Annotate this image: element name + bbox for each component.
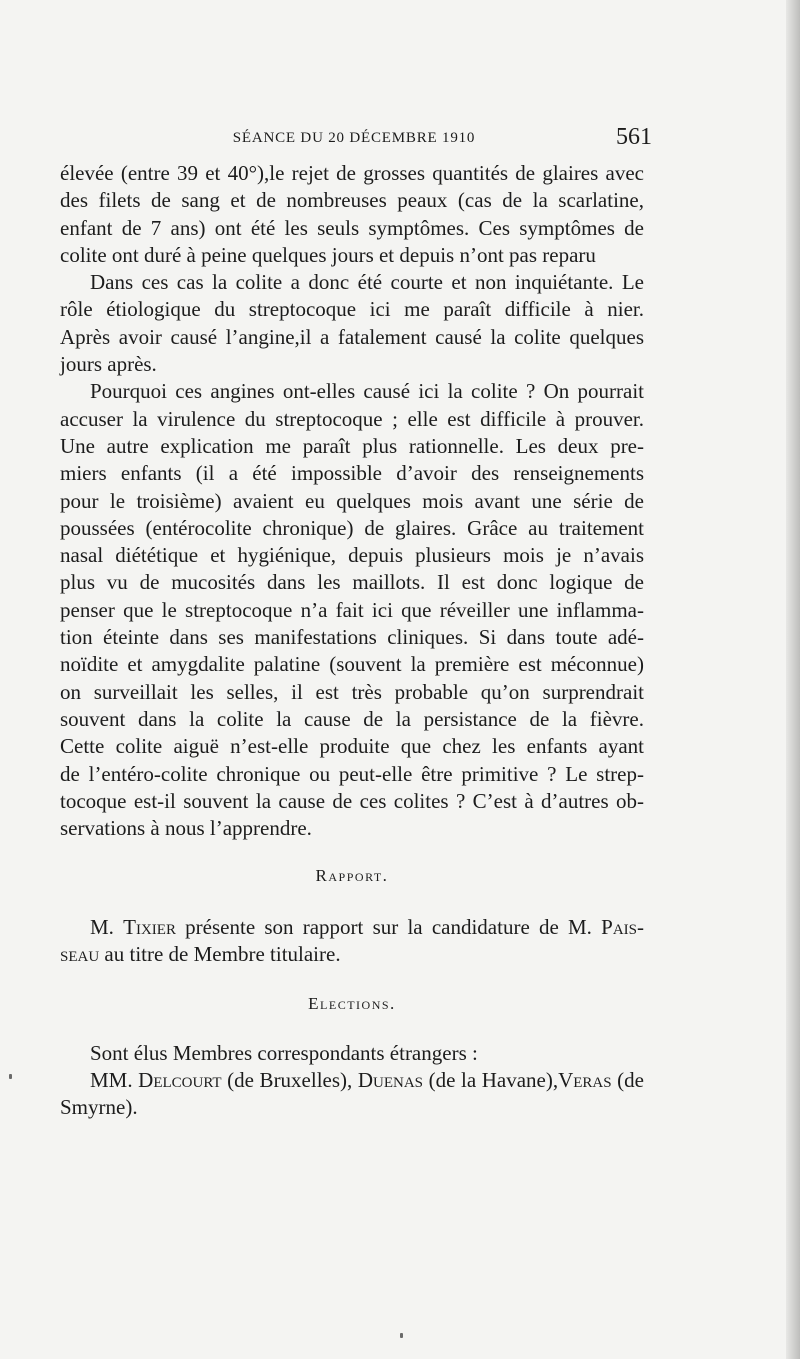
text-line: tocoque est-il souvent la cause de ces colites ? C’est à d’autres ob- xyxy=(60,788,644,813)
text-line: Une autre explication me paraît plus rationnelle. Les deux pre- xyxy=(60,433,644,458)
text-line: on surveillait les selles, il est très probable qu’on surprendrait xyxy=(60,679,644,704)
text-line: servations à nous l’apprendre. xyxy=(60,816,312,841)
section-heading-elections: Elections. xyxy=(308,994,396,1014)
rapport-line-2 xyxy=(60,941,644,968)
page-number: 561 xyxy=(616,124,652,150)
text-line: colite ont duré à peine quelques jours et depuis n’ont pas reparu xyxy=(60,242,596,267)
text-run: (de la Havane), xyxy=(423,1067,559,1092)
text-line: poussées (entérocolite chronique) de glaires. Grâce au traitement xyxy=(60,515,644,540)
person-name: Delcourt xyxy=(138,1067,222,1092)
text-run: MM. xyxy=(90,1067,139,1092)
text-line: Dans ces cas la colite a donc été courte et non inquiétante. Le xyxy=(90,270,644,295)
text-line: Cette colite aiguë n’est-elle produite que chez les enfants ayant xyxy=(60,734,644,759)
text-line: élevée (entre 39 et 40°),le rejet de grosses quantités de glaires avec xyxy=(60,161,644,185)
elections-line-1 xyxy=(60,1067,644,1094)
text-line: noïdite et amygdalite palatine (souvent la première est méconnue) xyxy=(60,652,644,677)
person-name: Veras xyxy=(558,1067,612,1092)
text-line: enfant de 7 ans) ont été les seuls symptômes. Ces symptômes de xyxy=(60,215,644,240)
ink-speck xyxy=(400,1333,403,1338)
text-line: jours après. xyxy=(60,352,157,377)
elections-line-2: Smyrne). xyxy=(60,1095,138,1120)
running-header xyxy=(60,124,652,154)
text-line: pour le troisième) avaient eu quelques mois avant une série de xyxy=(60,488,644,513)
person-name: Tixier xyxy=(123,914,176,939)
page-edge-shadow xyxy=(786,0,800,1359)
elections-intro: Sont élus Membres correspondants étrangers : xyxy=(90,1040,478,1065)
running-title: SÉANCE DU 20 DÉCEMBRE 1910 xyxy=(232,130,476,146)
text-line: plus vu de mucosités dans les maillots. Il est donc logique de xyxy=(60,570,644,595)
text-run: M. xyxy=(90,914,124,939)
person-name: Pais- xyxy=(601,914,644,939)
text-line: de l’entéro-colite chronique ou peut-elle être primitive ? Le strep- xyxy=(60,761,644,786)
text-run: présente son rapport sur la candidature de M. xyxy=(175,914,602,939)
text-line: miers enfants (il a été impossible d’avoir des renseignements xyxy=(60,461,644,486)
rapport-line-1 xyxy=(60,914,644,941)
ink-speck xyxy=(9,1074,12,1079)
text-line: souvent dans la colite la cause de la persistance de la fièvre. xyxy=(60,706,644,731)
text-line: Pourquoi ces angines ont-elles causé ici la colite ? On pourrait xyxy=(90,379,644,404)
text-line: des filets de sang et de nombreuses peaux (cas de la scarlatine, xyxy=(60,188,644,213)
text-run: au titre de Membre titulaire. xyxy=(99,942,341,967)
page-body xyxy=(60,160,644,1122)
text-line: tion éteinte dans ses manifestations cliniques. Si dans toute adé- xyxy=(60,625,644,650)
text-line: penser que le streptocoque n’a fait ici que réveiller une inflamma- xyxy=(60,597,644,622)
text-run: (de Bruxelles), xyxy=(221,1067,358,1092)
person-name: seau xyxy=(60,942,100,967)
text-line: nasal diététique et hygiénique, depuis plusieurs mois je n’avais xyxy=(60,543,644,568)
person-name: Duenas xyxy=(357,1067,424,1092)
text-line: Après avoir causé l’angine,il a fatalement causé la colite quelques xyxy=(60,324,644,349)
section-heading-rapport: Rapport. xyxy=(315,866,389,886)
text-line: accuser la virulence du streptocoque ; elle est difficile à prouver. xyxy=(60,406,644,431)
text-line: rôle étiologique du streptocoque ici me paraît difficile à nier. xyxy=(60,297,644,322)
text-run: (de xyxy=(611,1067,644,1092)
